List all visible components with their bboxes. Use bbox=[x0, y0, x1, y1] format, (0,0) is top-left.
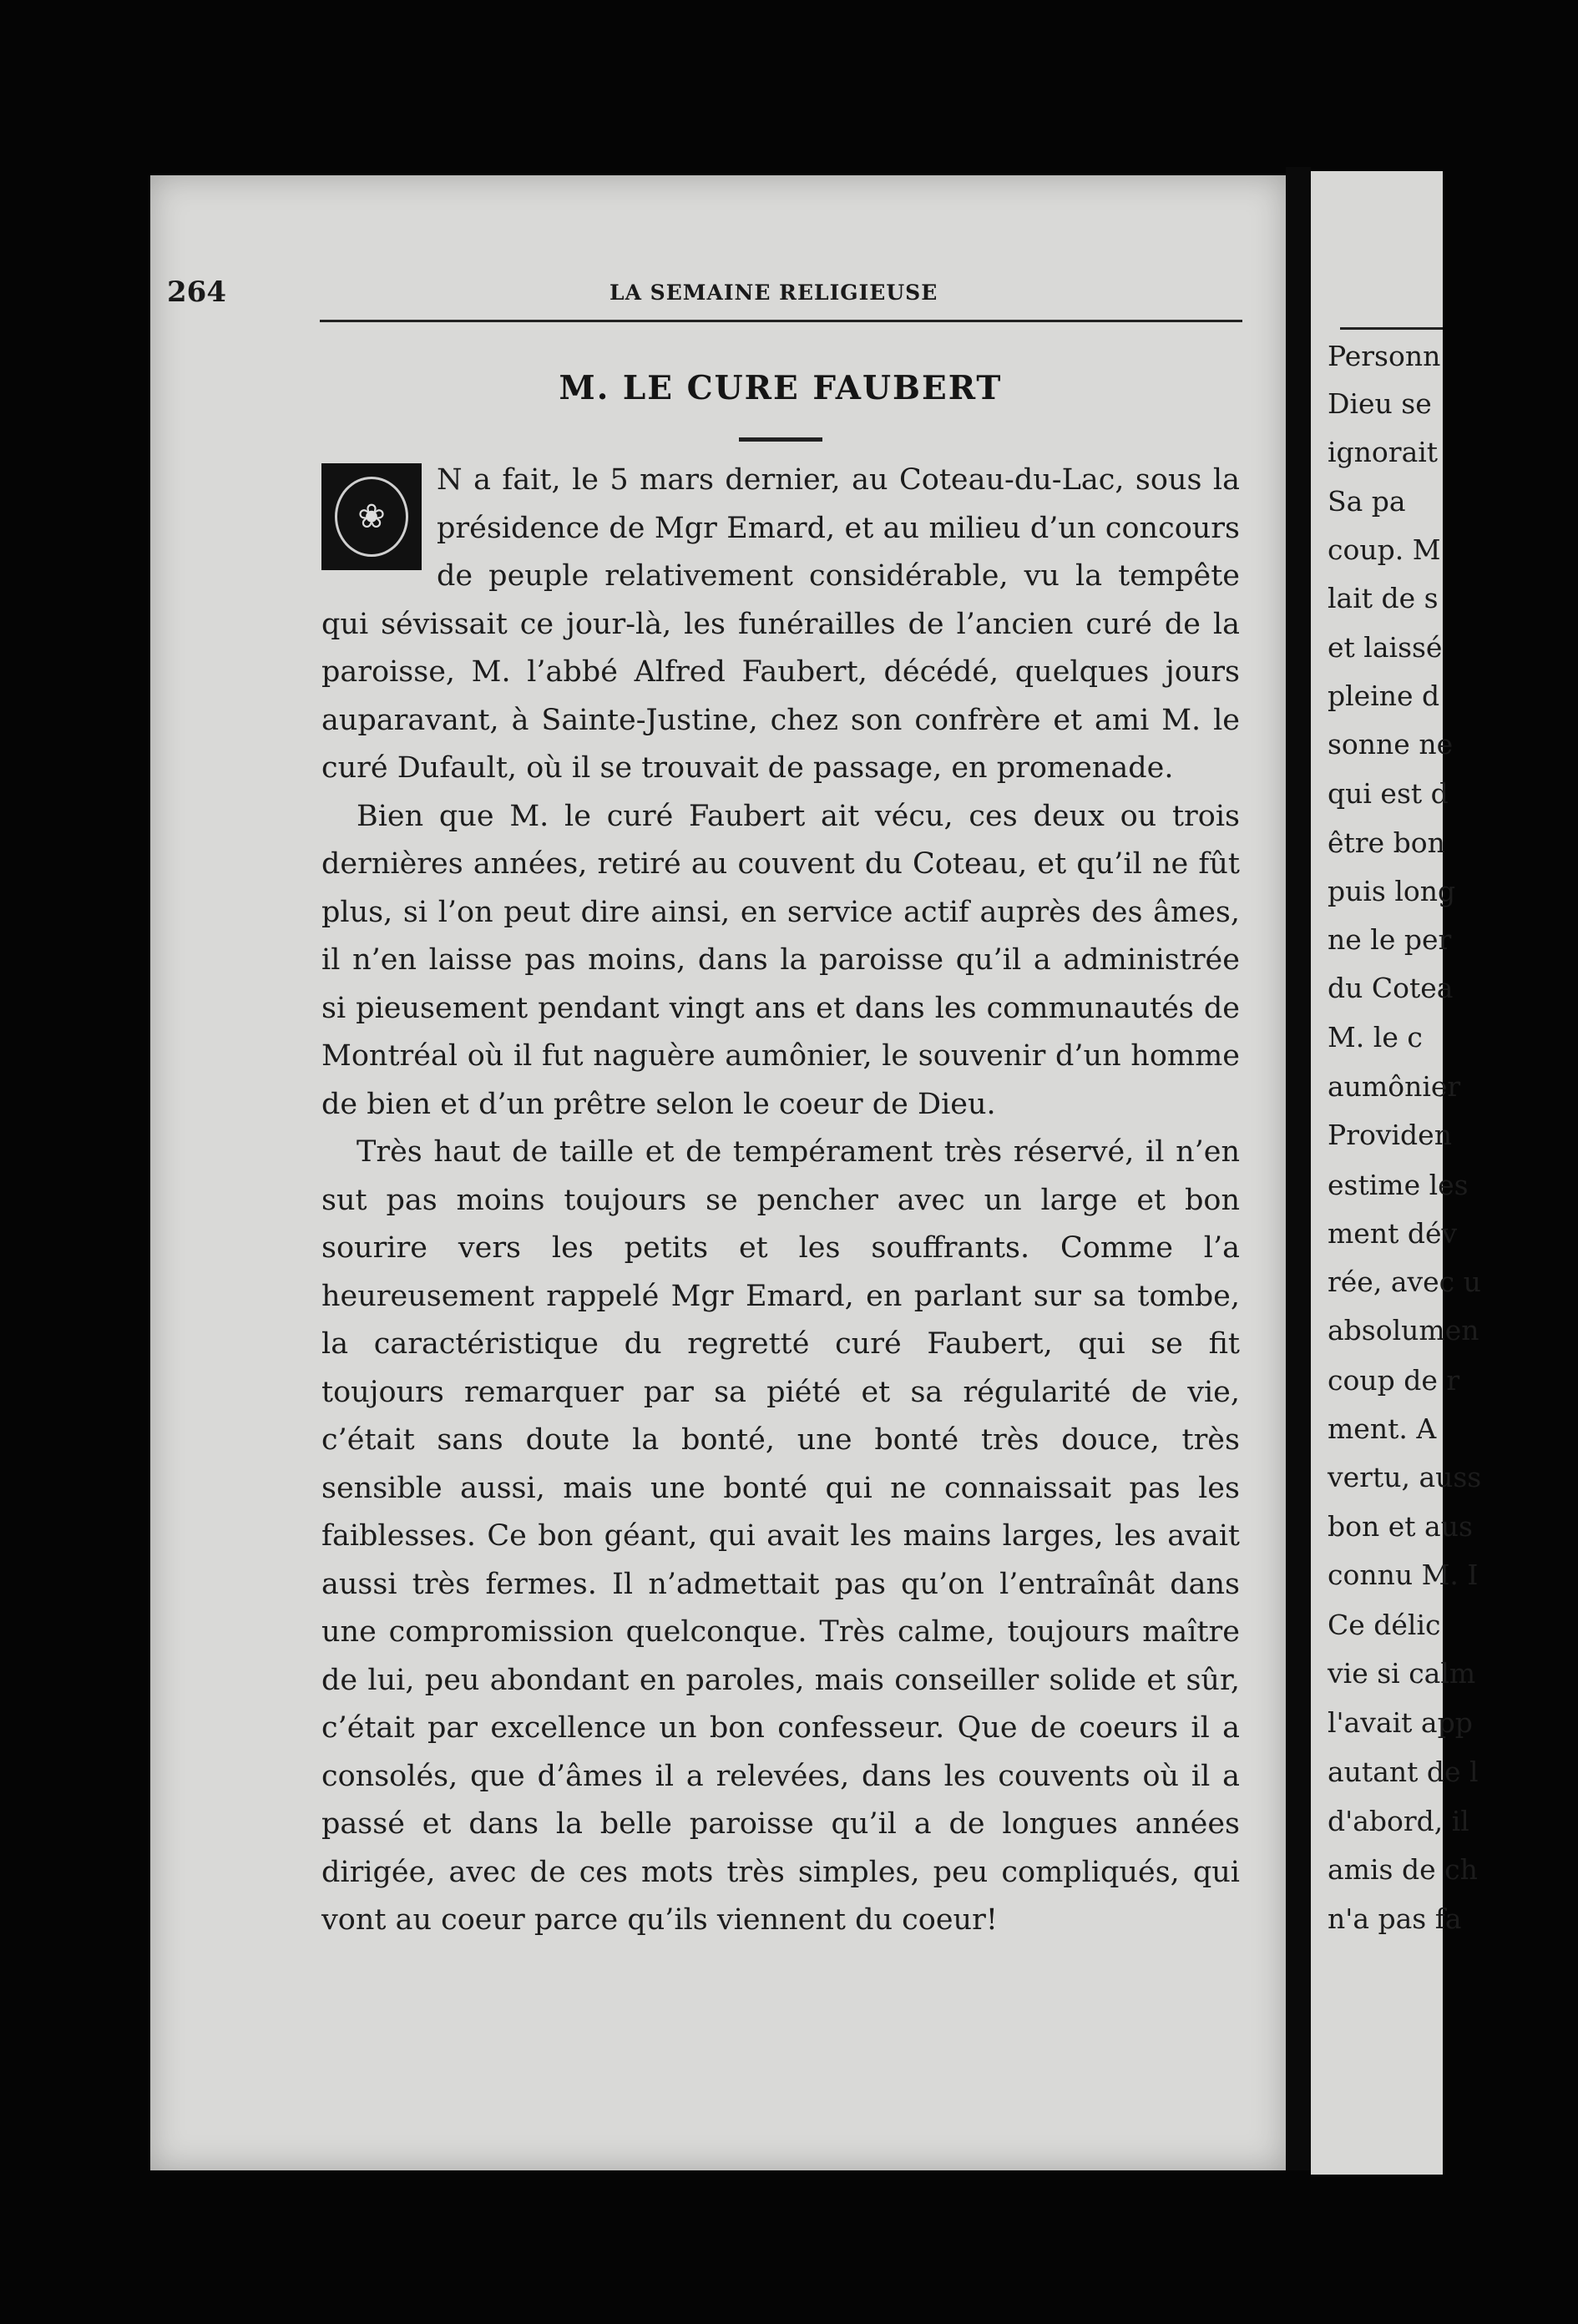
paragraph-1 bbox=[321, 457, 1240, 793]
facing-page-line: ment dév bbox=[1328, 1217, 1458, 1250]
page-gutter bbox=[1286, 167, 1311, 2170]
facing-page-line: et laissé bbox=[1328, 631, 1443, 664]
facing-page-line: vie si calm bbox=[1328, 1657, 1476, 1690]
flower-icon: ❀ bbox=[357, 498, 386, 536]
facing-page bbox=[1311, 171, 1482, 2175]
facing-page-line: Dieu se bbox=[1328, 387, 1432, 420]
facing-page-line: autant de l bbox=[1328, 1756, 1479, 1788]
facing-page-line: ignorait bbox=[1328, 436, 1439, 468]
facing-page-line: ment. A bbox=[1328, 1412, 1437, 1445]
header-rule bbox=[320, 320, 1242, 322]
facing-page-line: être bon bbox=[1328, 826, 1445, 859]
facing-page-line: M. le c bbox=[1328, 1021, 1423, 1053]
facing-page-line: estime les bbox=[1328, 1169, 1469, 1201]
facing-page-line: Personn bbox=[1328, 340, 1441, 372]
title-rule bbox=[739, 437, 822, 442]
facing-page-line: l'avait app bbox=[1328, 1706, 1473, 1739]
facing-page-line: vertu, auss bbox=[1328, 1461, 1482, 1493]
facing-page-line: sonne ne bbox=[1328, 728, 1454, 760]
facing-page-line: qui est d bbox=[1328, 777, 1449, 810]
facing-page-line: Sa pa bbox=[1328, 485, 1406, 518]
facing-page-line: ne le per bbox=[1328, 923, 1452, 956]
facing-page-line: lait de s bbox=[1328, 582, 1439, 614]
facing-page-line: Providen bbox=[1328, 1119, 1452, 1151]
running-title: LA SEMAINE RELIGIEUSE bbox=[609, 280, 938, 305]
paragraph-2: Bien que M. le curé Faubert ait vécu, ces deux ou trois dernières années, retiré au couvent du Coteau, et qu’il ne fût plus, si l’on peut dire ainsi, en service actif auprès des âmes, il n’en laisse pas moins, dans la paroisse qu’il a administrée si pieusement pendant vingt ans et dans les communautés de Montréal où il fut naguère aumônier, le souvenir d’un homme de bien et d’un prêtre selon le coeur de Dieu. bbox=[321, 799, 1240, 1121]
paragraph-1-text: N a fait, le 5 mars dernier, au Coteau-du-Lac, sous la présidence de Mgr Emard, et au milieu d’un concours de peuple relativement considérable, vu la tempête qui sévissait ce jour-là, les funérailles de l’ancien curé de la paroisse, M. l’abbé Alfred Faubert, décédé, quelques jours auparavant, à Sainte-Justine, chez son confrère et ami M. le curé Dufault, où il se trouvait de passage, en promenade. bbox=[321, 463, 1240, 785]
facing-page-line: amis de ch bbox=[1328, 1853, 1478, 1886]
facing-page-line: rée, avec u bbox=[1328, 1266, 1481, 1298]
facing-page-line: puis long bbox=[1328, 875, 1456, 907]
ornamental-dropcap bbox=[321, 463, 422, 570]
facing-page-line: n'a pas fa bbox=[1328, 1902, 1462, 1935]
facing-page-line: aumônier bbox=[1328, 1070, 1461, 1103]
facing-page-line: du Cotea bbox=[1328, 972, 1454, 1004]
facing-page-line: bon et aus bbox=[1328, 1510, 1473, 1543]
facing-page-line: absolumen bbox=[1328, 1314, 1479, 1346]
facing-page-line: coup de r bbox=[1328, 1364, 1460, 1397]
article-body bbox=[321, 457, 1240, 1945]
page-number: 264 bbox=[167, 275, 226, 309]
facing-page-line: coup. M bbox=[1328, 533, 1441, 566]
paragraph-3: Très haut de taille et de tempérament très réservé, il n’en sut pas moins toujours se pencher avec un large et bon sourire vers les petits et les souffrants. Comme l’a heureusement rappelé Mgr Emard, en parlant sur sa tombe, la caractéristique du regretté curé Faubert, qui se fit toujours remarquer par sa piété et sa régularité de vie, c’était sans doute la bonté, une bonté très douce, très sensible aussi, mais une bonté qui ne connaissait pas les faiblesses. Ce bon géant, qui avait les mains larges, les avait aussi très fermes. Il n’admettait pas qu’on l’entraînât dans une compromission quelconque. Très calme, toujours maître de lui, peu abondant en paroles, mais conseiller solide et sûr, c’était par excellence un bon confesseur. Que de coeurs il a consolés, que d’âmes il a relevées, dans les couvents où il a passé et dans la belle paroisse qu’il a de longues années dirigée, avec de ces mots très simples, peu compliqués, qui vont au coeur parce qu’ils viennent du coeur! bbox=[321, 1135, 1240, 1937]
facing-page-line: Ce délic bbox=[1328, 1609, 1441, 1641]
facing-page-line: d'abord, il bbox=[1328, 1805, 1469, 1837]
article-title: M. LE CURE FAUBERT bbox=[559, 369, 1003, 407]
facing-page-line: connu M. I bbox=[1328, 1559, 1479, 1591]
facing-page-line: pleine d bbox=[1328, 680, 1440, 712]
facing-page-header-rule bbox=[1340, 327, 1443, 330]
